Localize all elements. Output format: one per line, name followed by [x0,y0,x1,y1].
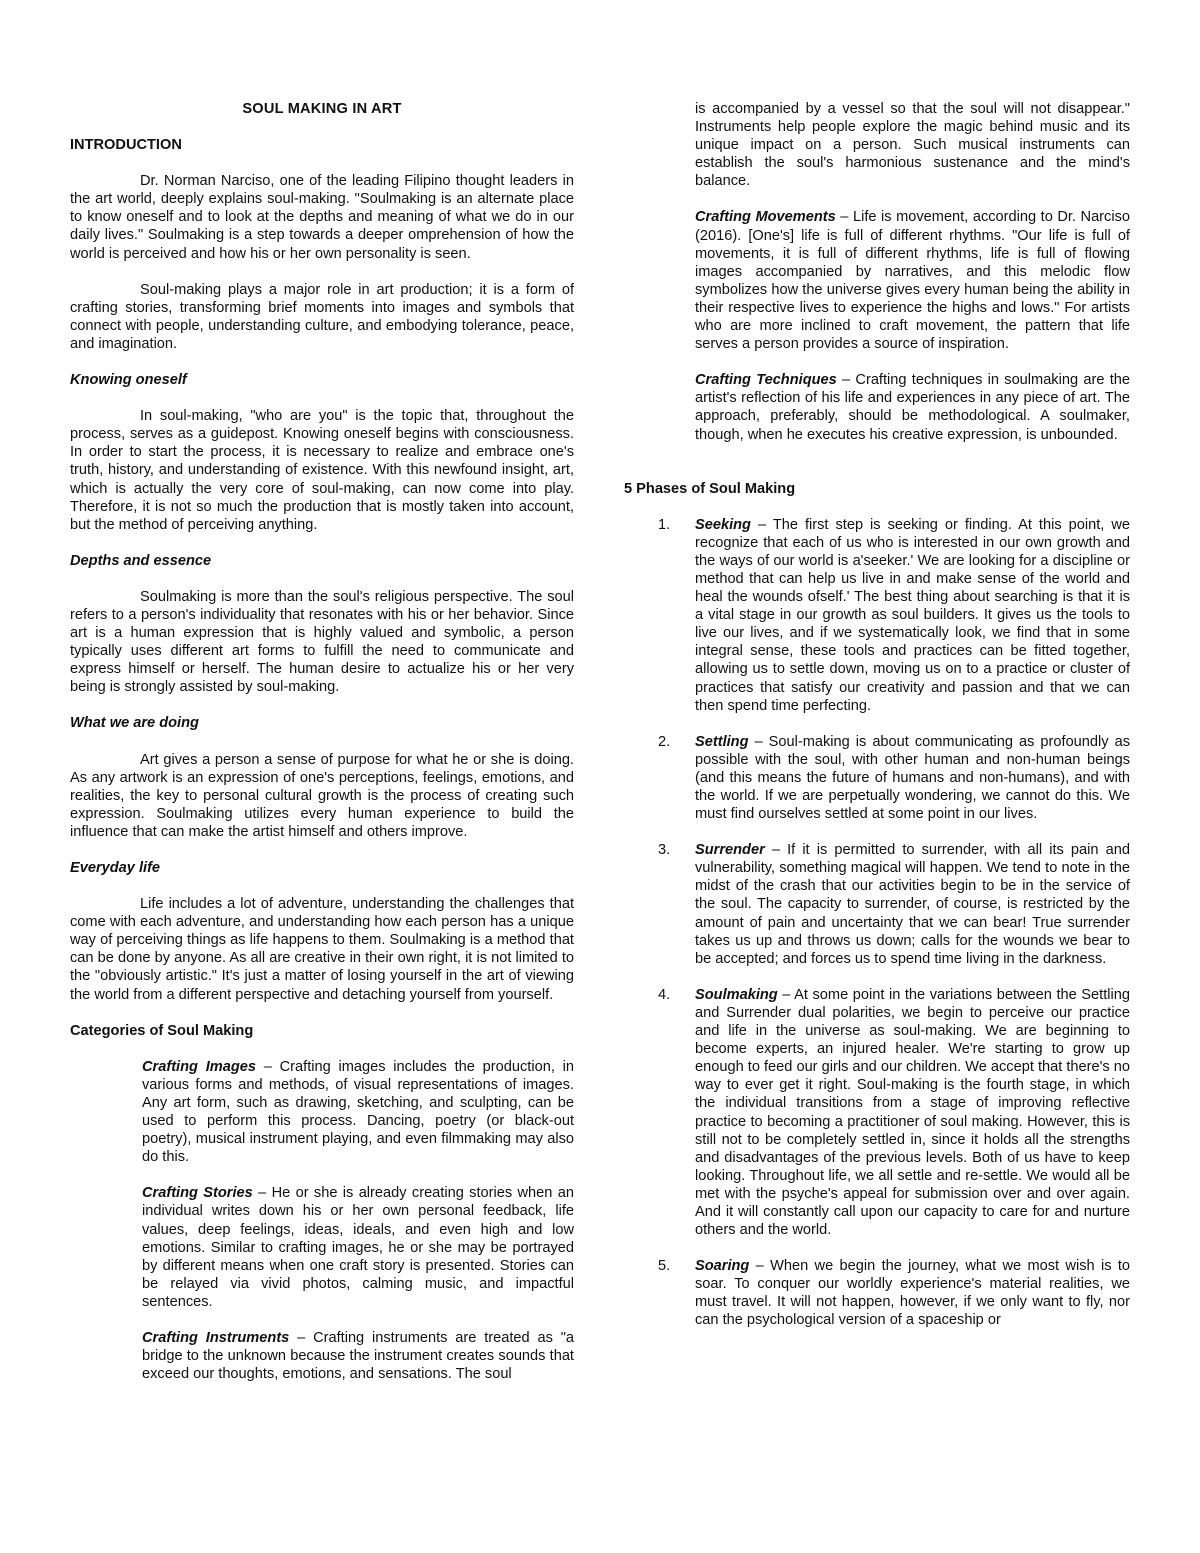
category-label: Crafting Instruments [142,1329,290,1346]
category-crafting-images [142,1058,574,1167]
section-heading-depths-essence: Depths and essence [70,552,212,569]
category-crafting-movements [695,208,1130,353]
category-crafting-instruments-continued: is accompanied by a vessel so that the soul will not disappear." Instruments help people explore the magic behind music and its unique impact on a person. Such musical instruments can establish the soul's harmonious sustenance and the mind's balance. [695,101,1130,190]
category-text: – Life is movement, according to Dr. Narciso (2016). [One's] life is full of different rhythms. "Our life is full of movements, it is full of different rhythms, life is full of flowing images accompanied by narratives, and this melodic flow symbolizes how the universe gives every human being the ability in their respective lives to experience the highs and lows." For artists who are more inclined to craft movement, the pattern that life serves a person provides a source of inspiration. [695,209,1130,353]
phase-number: 4. [658,986,671,1003]
category-text: – Crafting instruments are treated as "a bridge to the unknown because the instrument creates sounds that exceed our thoughts, emotions, and sensations. The soul [142,1329,575,1383]
phase-text: – At some point in the variations between the Settling and Surrender dual polarities, we begin to perceive our practice and life in the universe as soul-making. We are beginning to become experts, an injured healer. We're starting to grow up enough to feed our girls and our children. We accept that there's no way to ever get it right. Soul-making is the fourth stage, in which the individual transitions from a stage of improving reflective practice to becoming a practitioner of soul making. However, this is still not to be completely settled in, since it holds all the strengths and disadvantages of the previous levels. Both of us have to keep looking. Throughout life, we all settle and re-settle. We would all be met with the psyche's appeal for submission over and over again. And it will constantly call upon our capacity to care for and nurture others and the world. [695,986,1130,1239]
phase-label: Settling [695,733,749,750]
intro-paragraph-2: Soul-making plays a major role in art production; it is a form of crafting stories, transforming brief moments into images and symbols that connect with people, understanding culture, and embodying tolerance, peace, and imagination. [70,281,574,352]
category-label: Crafting Movements [695,209,836,226]
section-text-what-we-are-doing: Art gives a person a sense of purpose for what he or she is doing. As any artwork is an expression of one's perceptions, feelings, emotions, and realities, the key to personal cultural growth is the process of creating such expression. Soulmaking utilizes every human experience to build the influence that can make the artist himself and others improve. [70,751,574,840]
section-heading-knowing-oneself: Knowing oneself [70,372,187,389]
category-label: Crafting Techniques [695,372,837,389]
section-heading-what-we-are-doing: What we are doing [70,715,199,732]
category-text: – He or she is already creating stories when an individual writes down his or her own personal feedback, life values, deep feelings, ideas, ideals, and even high and low emotions. Similar to crafting images, he or she may be portrayed by different means when one craft story is presented. Stories can be relayed via vivid photos, calming music, and impactful sentences. [142,1185,574,1310]
document-title: SOUL MAKING IN ART [242,101,402,117]
phase-label: Soulmaking [695,986,778,1003]
section-text-everyday-life: Life includes a lot of adventure, understanding the challenges that come with each adventure, and understanding how each person has a unique way of perceiving things as life happens to them. Soulmaking is a method that can be done by anyone. As all are creative in their own right, it is not limited to the "obviously artistic." It's just a matter of losing yourself in the art of viewing the world from a different perspective and detaching yourself from yourself. [70,896,574,1003]
categories-heading: Categories of Soul Making [70,1022,254,1039]
phase-text: – If it is permitted to surrender, with all its pain and vulnerability, something magical will happen. We tend to note in the midst of the crash that our activities begin to be in the service of the soul. The capacity to surrender, of course, is restricted by the amount of pain and uncertainty that we can bear! True surrender takes us up and throws us down; calls for the wounds we bear to be accepted; and forces us to spend time living in the darkness. [695,842,1130,967]
phase-label: Surrender [695,842,765,859]
introduction-heading: INTRODUCTION [70,137,182,154]
phase-number: 1. [658,516,671,533]
left-column [70,100,574,1401]
phase-label: Soaring [695,1258,750,1275]
phase-label: Seeking [695,516,751,533]
phase-soulmaking [624,986,1130,1239]
section-text-depths-essence: Soulmaking is more than the soul's religious perspective. The soul refers to a person's individuality that resonates with his or her behavior. Since art is a human expression that is highly valued and symbolic, a person typically uses different art forms to fulfill the need to communicate and express himself or herself. The human desire to actualize his or her very being is strongly assisted by soul-making. [70,588,574,696]
right-column [624,100,1130,1348]
category-label: Crafting Stories [142,1185,253,1202]
category-label: Crafting Images [142,1058,256,1075]
category-crafting-stories [142,1184,574,1311]
phase-number: 2. [658,733,671,750]
category-text: – Crafting techniques in soulmaking are the artist's reflection of his life and experiences in any piece of art. The approach, preferably, should be methodological. A soulmaker, though, when he executes his creative expression, is unbounded. [695,372,1130,443]
phase-text: – When we begin the journey, what we most wish is to soar. To conquer our worldly experience's material realities, we must travel. It will not happen, however, if we only want to fly, nor can the psychological version of a spaceship or [695,1258,1130,1329]
intro-paragraph-1: Dr. Norman Narciso, one of the leading Filipino thought leaders in the art world, deeply explains soul-making. "Soulmaking is an alternate place to know oneself and to look at the depths and meaning of what we do in our daily lives." Soulmaking is a step towards a deeper omprehension of how the world is perceived and how his or her own personality is seen. [70,173,574,262]
category-crafting-techniques [695,371,1130,443]
category-text: – Crafting images includes the production, in various forms and methods, of visual representations of images. Any art form, such as drawing, sketching, and sculpting, can be used to perform this process. Dancing, poetry (or black-out poetry), musical instrument playing, and even filmmaking may also do this. [142,1058,574,1166]
category-crafting-instruments [142,1329,574,1383]
phase-number: 5. [658,1258,671,1275]
section-text-knowing-oneself: In soul-making, "who are you" is the topic that, throughout the process, serves as a guidepost. Knowing oneself begins with consciousness. In order to start the process, it is necessary to realize and embrace one's truth, history, and understanding of existence. With this newfound insight, art, which is actually the very core of soul-making, can now come into play. Therefore, it is not so much the production that is mostly taken into account, but the method of perceiving anything. [70,408,574,533]
phase-surrender [624,841,1130,968]
phase-text: – Soul-making is about communicating as profoundly as possible with the soul, with other human and non-human beings (and this means the future of humans and non-humans), and with the world. If we are perpetually wondering, we cannot do this. We must find ourselves settled at some point in our lives. [695,733,1130,823]
phase-soaring [624,1257,1130,1329]
phase-seeking [624,516,1130,715]
section-heading-everyday-life: Everyday life [70,860,161,876]
phase-settling [624,733,1130,823]
phase-text: – The first step is seeking or finding. At this point, we recognize that each of us who is interested in our own growth and the ways of our world is a'seeker.' We are looking for a discipline or method that can help us live in and make sense of the world and heal the wounds ofself.' The best thing about searching is that it is a vital stage in our growth as soul builders. It gives us the tools to live our lives, and if we systematically look, we find that in some integral sense, these tools and practices can be fitted together, allowing us to settle down, moving us on to a practice or cluster of practices that satisfy our creativity and passion and that we can then spend time perfecting. [695,516,1130,714]
phases-heading: 5 Phases of Soul Making [624,480,796,497]
phase-number: 3. [658,842,671,859]
